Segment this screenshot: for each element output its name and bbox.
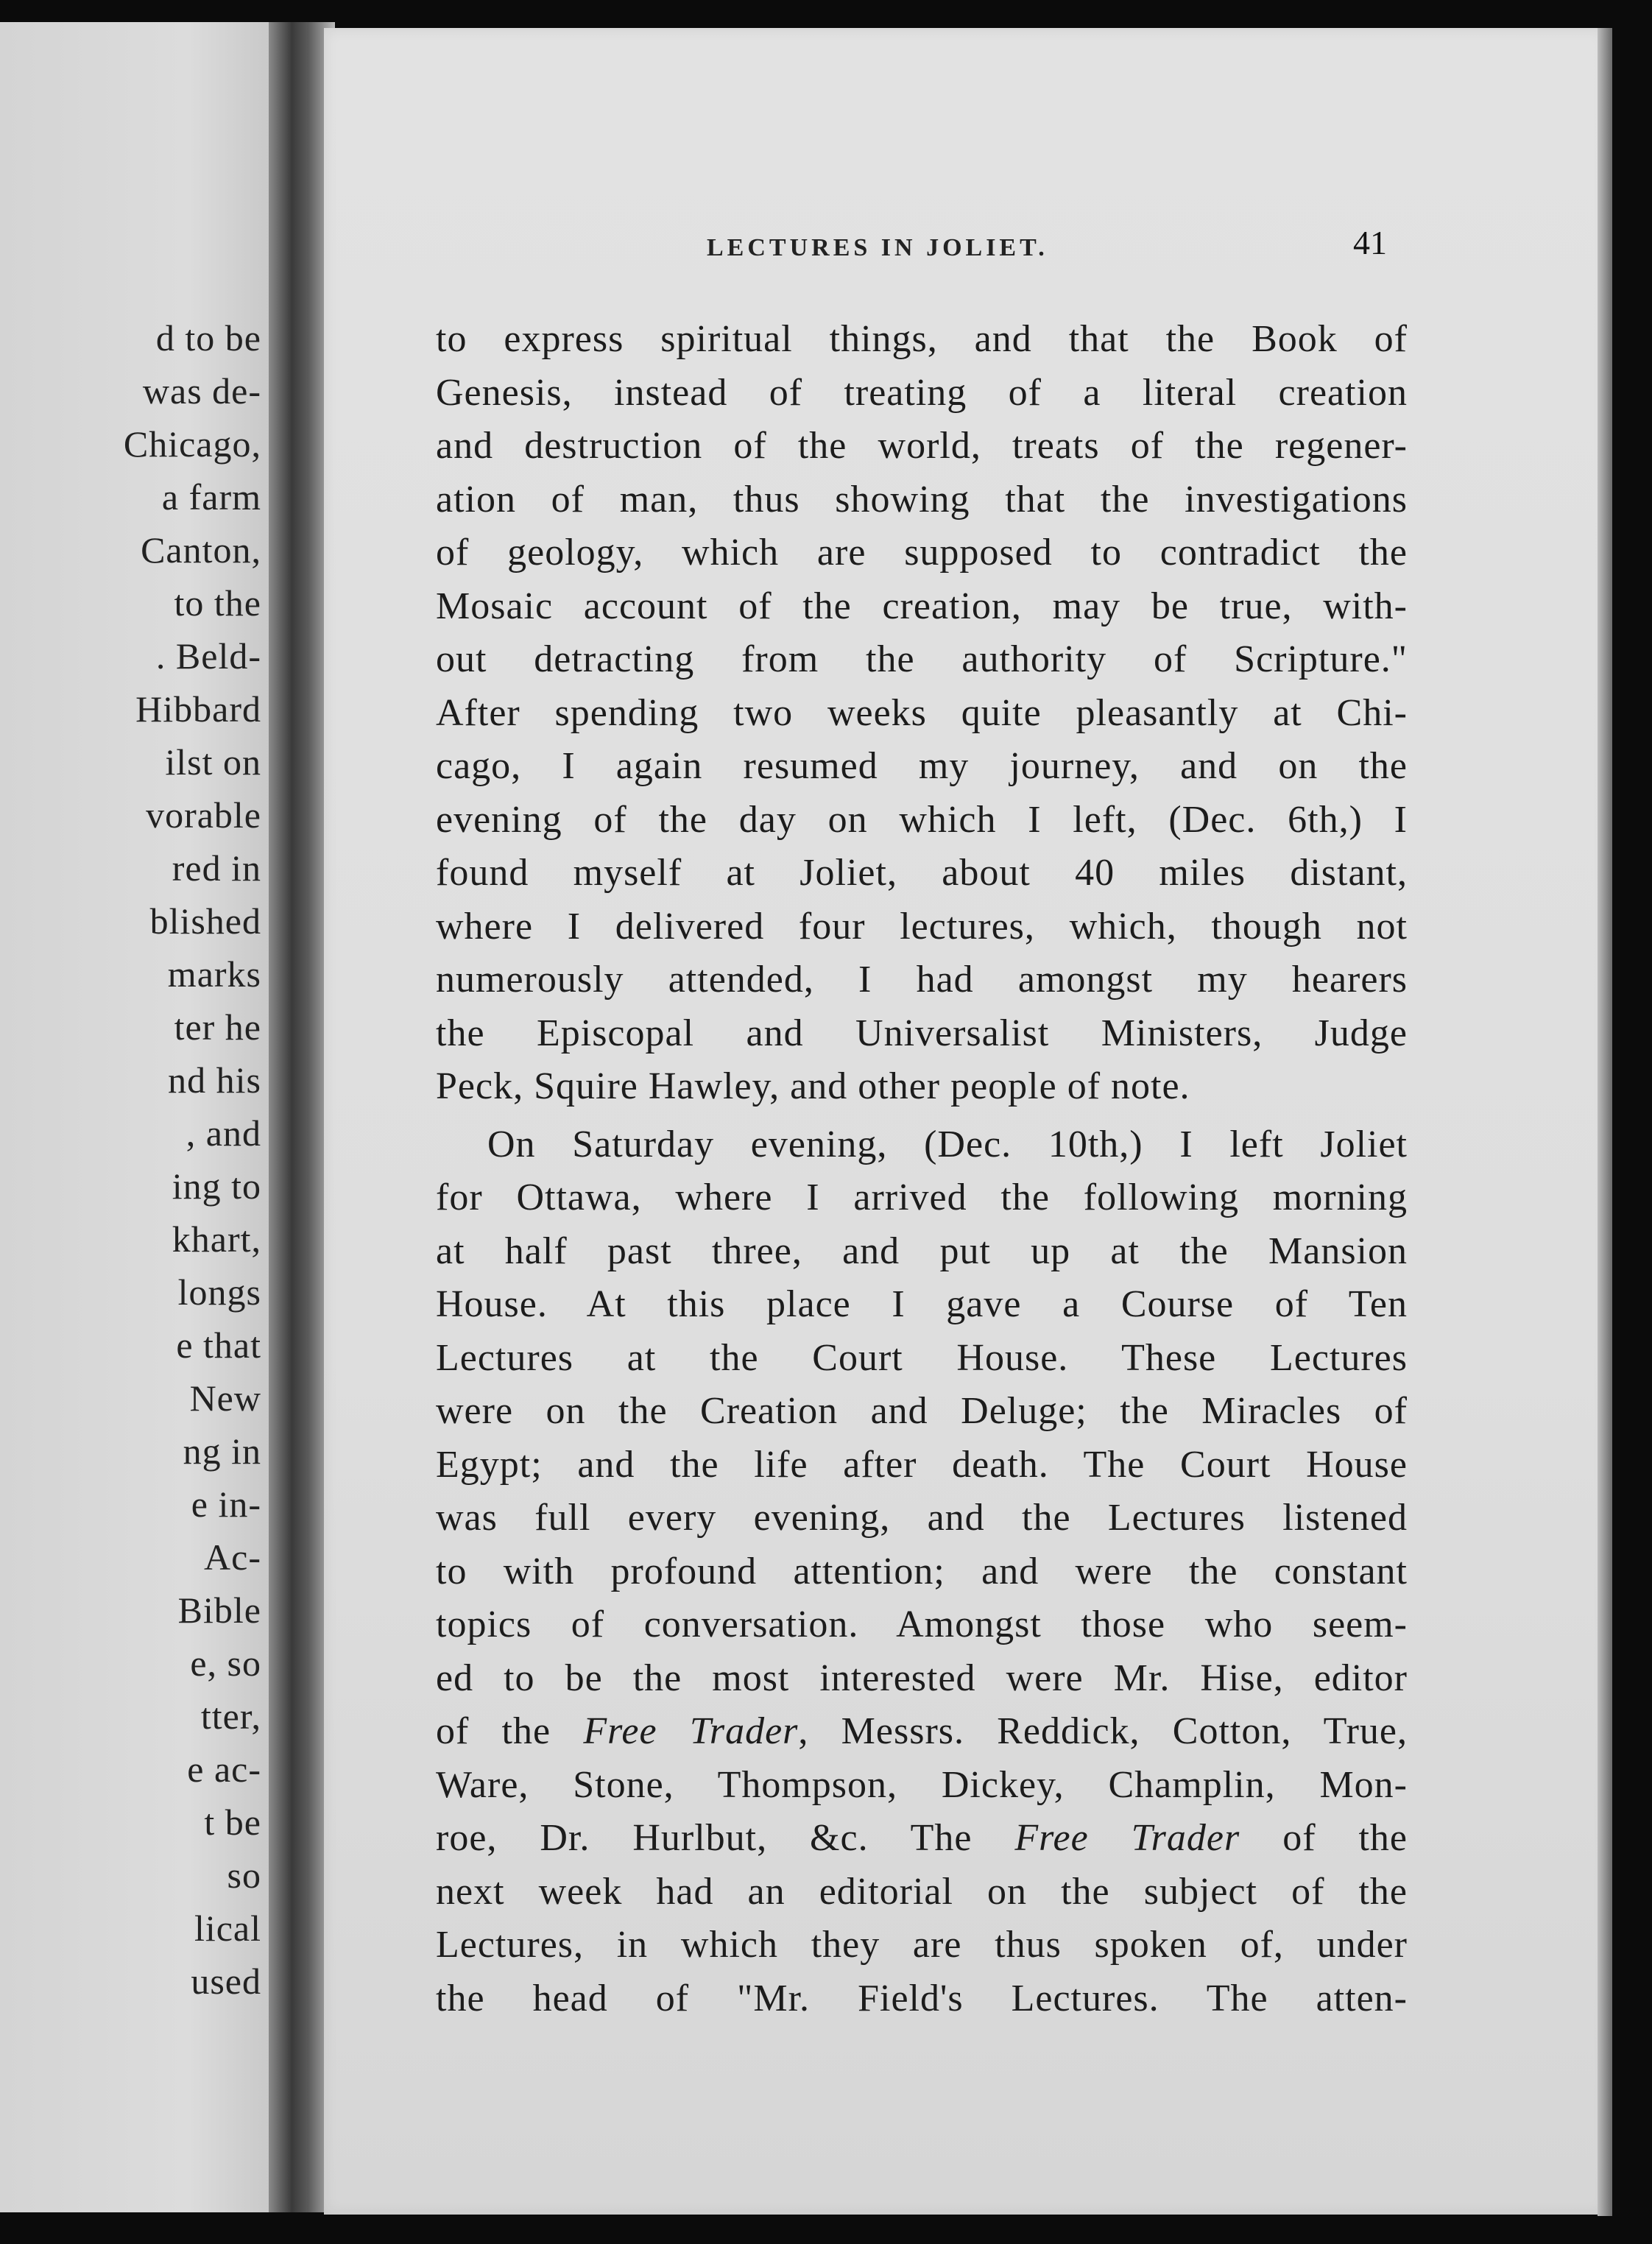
text-line: and destruction of the world, treats of the regener- <box>436 425 1408 467</box>
left-page-fragment: ng in <box>183 1430 261 1472</box>
left-page-fragment: longs <box>177 1271 261 1313</box>
text-line: the Episcopal and Universalist Ministers, Judge <box>436 1012 1408 1054</box>
left-page-fragment: e ac- <box>187 1749 261 1790</box>
left-page-fragment: used <box>191 1961 261 2002</box>
left-page-fragment: Chicago, <box>123 423 261 465</box>
left-page-fragment: nd his <box>168 1059 261 1101</box>
text-line: Peck, Squire Hawley, and other people of note. <box>436 1065 1190 1107</box>
text-line: Lectures at the Court House. These Lectures <box>436 1336 1408 1379</box>
text-line: Lectures, in which they are thus spoken of, under <box>436 1924 1408 1966</box>
text-line: to with profound attention; and were the constant <box>436 1550 1408 1592</box>
text-span: of the <box>1240 1817 1408 1859</box>
text-line: for Ottawa, where I arrived the following morning <box>436 1176 1408 1218</box>
text-line: House. At this place I gave a Course of Ten <box>436 1283 1408 1325</box>
paragraph-1 <box>436 313 1408 1114</box>
text-span: , Messrs. Reddick, Cotton, True, <box>798 1710 1408 1752</box>
left-page-fragment: blished <box>149 900 261 942</box>
text-line: the head of "Mr. Field's Lectures. The atten- <box>436 1977 1408 2019</box>
left-page-fragment: Ac- <box>204 1536 261 1578</box>
body-text <box>436 313 1408 2025</box>
left-page-fragment: red in <box>172 847 261 889</box>
text-line: ation of man, thus showing that the investigations <box>436 478 1408 521</box>
bottom-shadow <box>324 2216 1620 2244</box>
text-line <box>436 1705 1408 1759</box>
text-line: numerously attended, I had amongst my hearers <box>436 959 1408 1001</box>
left-page-fragment: New <box>189 1377 261 1419</box>
text-line: at half past three, and put up at the Mansion <box>436 1229 1408 1272</box>
page-number: 41 <box>1353 224 1387 261</box>
left-page-fragment: t be <box>204 1802 261 1843</box>
left-page-fragment: Canton, <box>141 529 261 571</box>
left-page-fragment: ing to <box>172 1165 261 1207</box>
left-page-fragment: tter, <box>200 1696 261 1737</box>
text-line: was full every evening, and the Lectures listened <box>436 1497 1408 1539</box>
text-line <box>436 1812 1408 1866</box>
left-page-fragment: e in- <box>191 1483 261 1525</box>
text-line: were on the Creation and Deluge; the Miracles of <box>436 1390 1408 1432</box>
text-line: evening of the day on which I left, (Dec. 6th,) I <box>436 798 1408 841</box>
left-page-fragment: so <box>227 1855 261 1896</box>
text-line: Ware, Stone, Thompson, Dickey, Champlin, Mon- <box>436 1763 1408 1806</box>
text-line: After spending two weeks quite pleasantly at Chi- <box>436 691 1408 734</box>
text-line: where I delivered four lectures, which, though not <box>436 905 1408 948</box>
left-page-fragment: khart, <box>172 1218 261 1260</box>
text-line: of geology, which are supposed to contradict the <box>436 532 1408 574</box>
italic-title: Free Trader <box>1014 1817 1240 1859</box>
text-line: On Saturday evening, (Dec. 10th,) I left Joliet <box>487 1123 1408 1165</box>
left-page-fragment: ilst on <box>165 741 261 783</box>
text-line: ed to be the most interested were Mr. Hise, editor <box>436 1656 1408 1699</box>
left-page-fragment: to the <box>174 582 261 624</box>
left-page-fragment: e, so <box>190 1643 261 1684</box>
left-page-fragment: ter he <box>174 1006 261 1048</box>
left-page-fragment: , and <box>186 1112 261 1154</box>
italic-title: Free Trader <box>583 1710 799 1752</box>
text-line: Mosaic account of the creation, may be true, with- <box>436 585 1408 627</box>
left-page-fragment: Hibbard <box>135 688 261 730</box>
left-page-fragment: . Beld- <box>155 635 261 677</box>
left-page-fragment: e that <box>176 1324 261 1366</box>
page-edge <box>1598 28 1612 2222</box>
left-page-fragment: lical <box>194 1908 261 1949</box>
left-page-fragment: was de- <box>142 370 261 412</box>
left-page <box>0 22 269 2212</box>
paragraph-2 <box>436 1118 1408 2026</box>
text-span: roe, Dr. Hurlbut, &c. The <box>436 1817 1015 1859</box>
left-page-fragment: marks <box>167 953 261 995</box>
text-line: to express spiritual things, and that the Book of <box>436 318 1408 360</box>
running-head: LECTURES IN JOLIET. <box>707 234 1048 261</box>
text-line: out detracting from the authority of Scripture." <box>436 638 1408 680</box>
left-page-fragment: a farm <box>161 476 261 518</box>
text-line: cago, I again resumed my journey, and on the <box>436 745 1408 787</box>
text-line: topics of conversation. Amongst those who seem- <box>436 1603 1408 1645</box>
left-page-fragment: Bible <box>177 1590 261 1631</box>
text-line: found myself at Joliet, about 40 miles distant, <box>436 852 1408 894</box>
left-page-fragment: vorable <box>146 794 261 836</box>
text-line: next week had an editorial on the subject of the <box>436 1870 1408 1913</box>
left-page-fragment: d to be <box>155 317 261 359</box>
text-line: Genesis, instead of treating of a literal creation <box>436 371 1408 414</box>
text-line: Egypt; and the life after death. The Court House <box>436 1443 1408 1486</box>
text-span: of the <box>436 1710 584 1752</box>
